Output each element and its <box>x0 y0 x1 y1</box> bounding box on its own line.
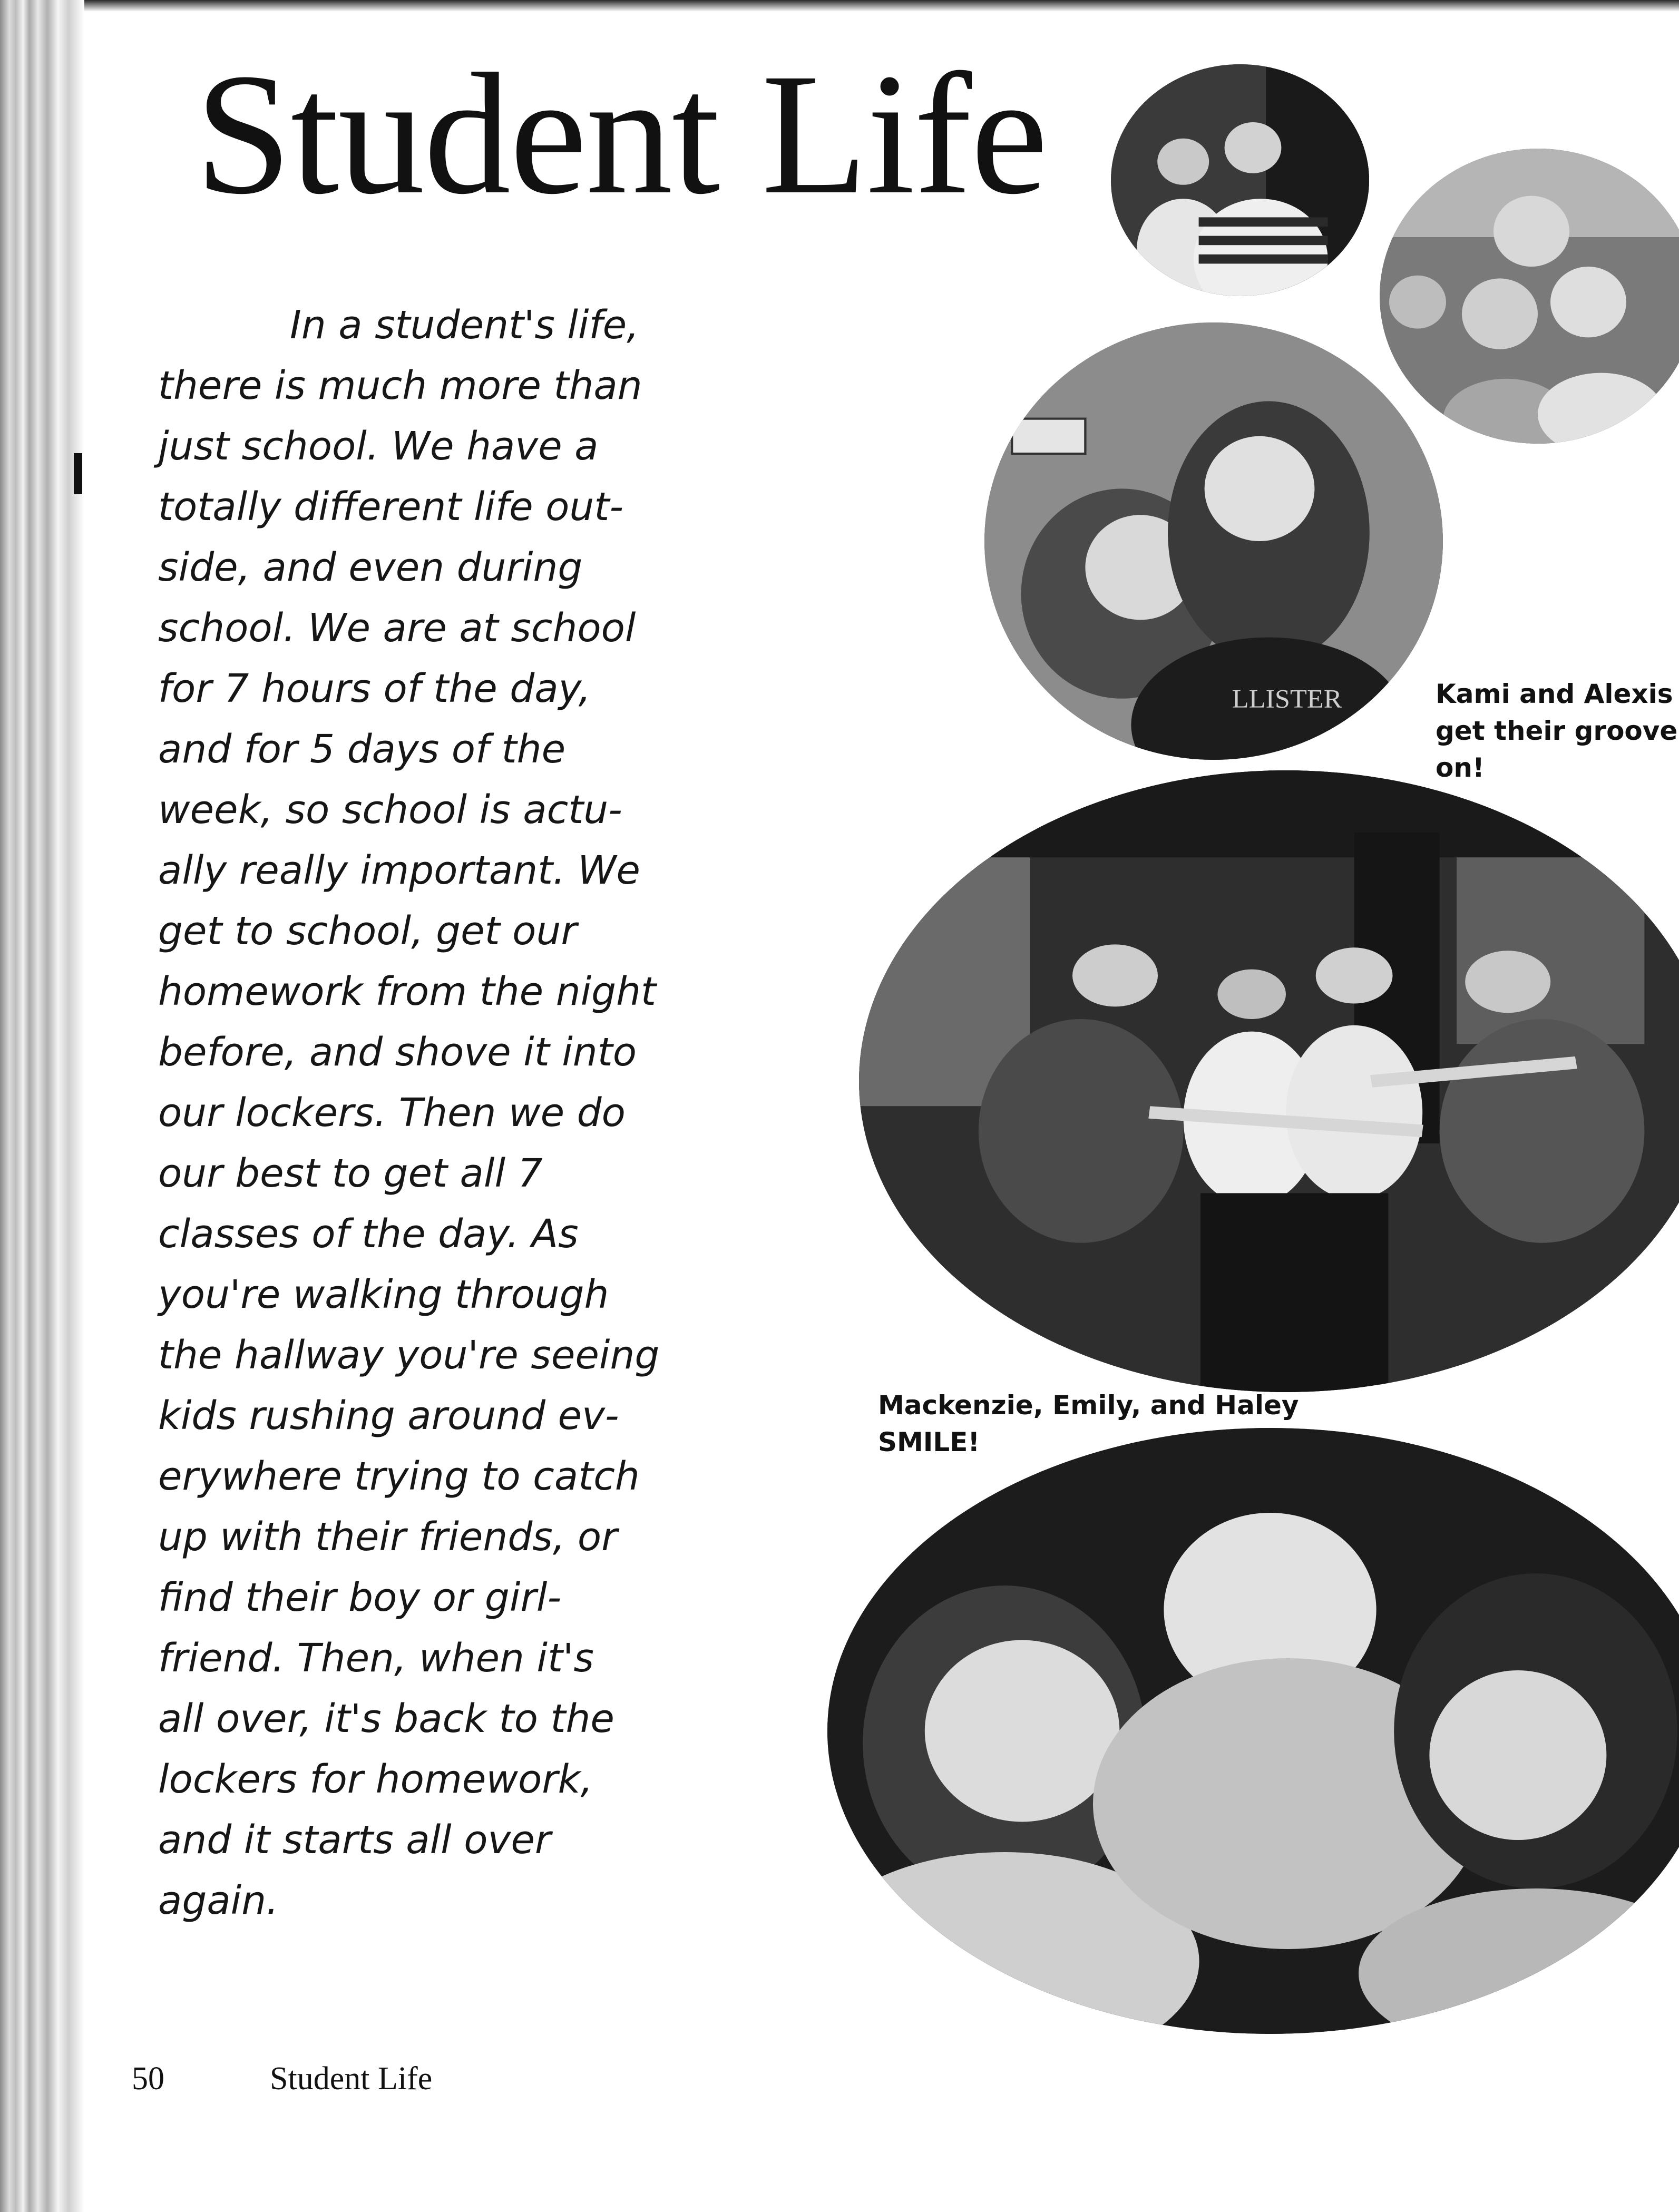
essay-line: homework from the night <box>158 969 657 1014</box>
photo-girls-group-illustration <box>1380 149 1679 444</box>
page-number: 50 <box>132 2061 164 2097</box>
photo-group-activity-illustration <box>859 770 1679 1392</box>
shirt-text: LLISTER <box>1232 684 1342 714</box>
essay-line: week, so school is actu- <box>158 787 622 833</box>
essay-line: our best to get all 7 <box>158 1151 543 1196</box>
section-footer: Student Life <box>270 2061 433 2097</box>
caption-kami-alexis <box>1436 676 1677 786</box>
photo-two-boys <box>1111 64 1369 296</box>
essay-line: lockers for homework, <box>158 1757 593 1802</box>
essay-line: classes of the day. As <box>158 1211 579 1257</box>
page-binding-edge <box>0 0 84 2212</box>
essay-line: side, and even during <box>158 545 583 590</box>
essay-line: find their boy or girl- <box>158 1575 562 1620</box>
caption-line: SMILE! <box>878 1427 980 1457</box>
page-title: Student Life <box>195 38 1047 230</box>
essay-line: school. We are at school <box>158 605 636 651</box>
essay-line: kids rushing around ev- <box>158 1393 619 1438</box>
essay-line: erywhere trying to catch <box>158 1454 640 1499</box>
caption-mackenzie-emily-haley <box>878 1387 1299 1461</box>
essay-line: for 7 hours of the day, <box>158 666 591 711</box>
essay-line: In a student's life, <box>290 302 639 348</box>
photo-group-activity <box>859 770 1679 1392</box>
essay-line: our lockers. Then we do <box>158 1090 626 1136</box>
essay-line: and for 5 days of the <box>158 727 566 772</box>
photo-kami-alexis <box>984 322 1443 760</box>
caption-line: Kami and Alexis <box>1436 679 1673 709</box>
essay-line: you're walking through <box>158 1272 609 1317</box>
photo-mackenzie-emily-haley <box>827 1428 1679 2034</box>
caption-line: get their groove <box>1436 716 1678 746</box>
essay-line: ally really important. We <box>158 848 640 893</box>
photo-two-boys-illustration <box>1111 64 1369 296</box>
photo-kami-alexis-illustration <box>984 322 1443 760</box>
photo-girls-group <box>1380 149 1679 444</box>
binding-mark <box>74 453 82 494</box>
essay-line: get to school, get our <box>158 908 577 954</box>
essay-line: up with their friends, or <box>158 1514 618 1560</box>
essay-line: again. <box>158 1878 279 1923</box>
photo-mackenzie-emily-haley-illustration <box>827 1428 1679 2034</box>
essay-line: friend. Then, when it's <box>158 1636 594 1681</box>
essay-line: there is much more than <box>158 363 642 408</box>
essay-line: totally different life out- <box>158 484 624 530</box>
essay-line: before, and shove it into <box>158 1030 637 1075</box>
handwritten-essay <box>158 295 891 1931</box>
caption-line: Mackenzie, Emily, and Haley <box>878 1390 1299 1421</box>
essay-line: and it starts all over <box>158 1817 551 1863</box>
essay-line: just school. We have a <box>158 424 599 469</box>
caption-line: on! <box>1436 752 1485 783</box>
essay-line: the hallway you're seeing <box>158 1333 660 1378</box>
essay-line: all over, it's back to the <box>158 1696 614 1741</box>
page-top-edge <box>84 0 1679 12</box>
